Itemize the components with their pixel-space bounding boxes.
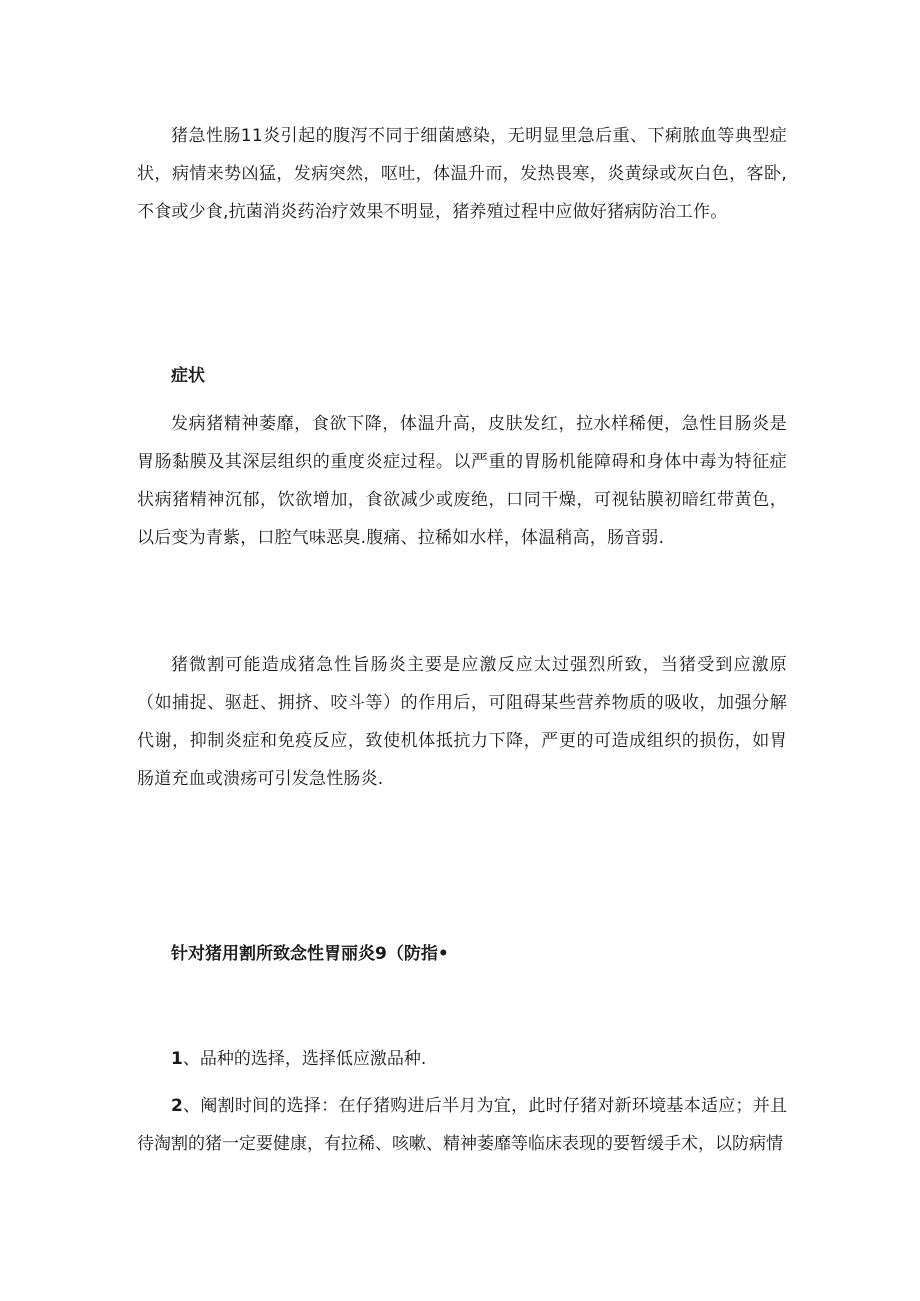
- list-item: [137, 1040, 787, 1078]
- symptoms-heading: 症状: [171, 366, 205, 386]
- list-item: [137, 1087, 787, 1163]
- intro-paragraph: 猪急性肠11炎引起的腹泻不同于细菌感染，无明显里急后重、下痢脓血等典型症状，病情来势凶猛，发病突然，呕吐，体温升而，发热畏寒，炎黄绿或灰白色，客卧,不食或少食,抗菌消炎药治疗效果不明显，猪养殖过程中应做好猪病防治工作。: [137, 126, 787, 222]
- list-item-text: 、阉割时间的选择：在仔猪购进后半月为宜，此时仔猪对新环境基本适应；并且待淘割的猪一定要健康，有拉稀、咳嗽、精神萎靡等临床表现的要暂缓手术，以防病情: [137, 1096, 787, 1154]
- list-item-number: 1: [171, 1049, 183, 1069]
- symptoms-paragraph: 发病猪精神萎靡，食欲下降，体温升高，皮肤发红，拉水样稀便，急性目肠炎是胃肠黏膜及其深层组织的重度炎症过程。以严重的胃肠机能障碍和身体中毒为特征症状病猪精神沉郁，饮欲增加，食欲减少或废绝，口同干燥，可视钻膜初暗红带黄色，以后变为青紫，口腔气味恶臭.腹痛、拉稀如水样，体温稍高，肠音弱.: [137, 414, 787, 548]
- list-item-text: 、品种的选择，选择低应激品种.: [182, 1049, 427, 1069]
- cause-paragraph: 猪微割可能造成猪急性旨肠炎主要是应激反应太过强烈所致，当猪受到应激原（如捕捉、驱赶、拥挤、咬斗等）的作用后，可阻碍某些营养物质的吸收，加强分解代谢，抑制炎症和免疫反应，致使机体抵抗力下降，严更的可造成组织的损伤，如胃肠道充血或溃疡可引发急性肠炎.: [137, 655, 787, 789]
- list-item-number: 2: [171, 1096, 183, 1116]
- prevention-heading: 针对猪用割所致念性胃丽炎9（防指•: [171, 944, 449, 964]
